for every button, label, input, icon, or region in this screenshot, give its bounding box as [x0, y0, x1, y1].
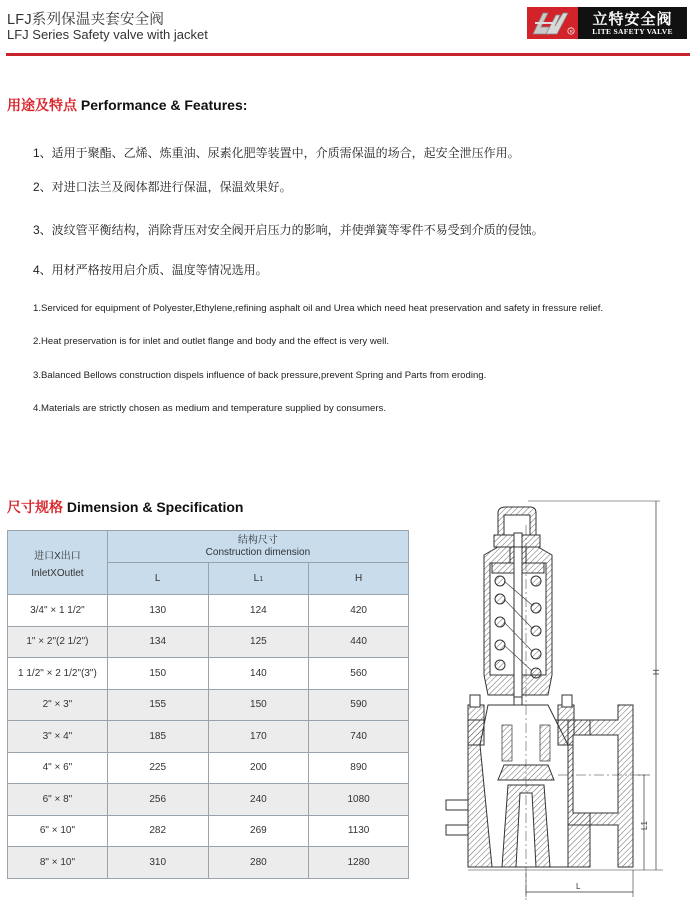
- col-header-inlet-en: InletXOutlet: [31, 567, 84, 579]
- cell-l1: 170: [208, 721, 309, 753]
- col-group-cn: 结构尺寸: [237, 534, 278, 546]
- table-row: [8, 752, 409, 784]
- dimension-heading: [7, 497, 243, 517]
- cell-l: 185: [107, 721, 208, 753]
- cell-size: 3" × 4": [8, 721, 108, 753]
- feature-cn-1: 1、适用于聚酯、乙烯、炼重油、尿素化肥等装置中，介质需保温的场合，起安全泄压作用。: [33, 146, 520, 160]
- dimension-heading-cn: 尺寸规格: [7, 499, 63, 515]
- logo-name-en: LITE SAFETY VALVE: [592, 26, 673, 36]
- cell-l1: 269: [208, 815, 309, 847]
- cell-size: 4" × 6": [8, 752, 108, 784]
- cell-h: 890: [309, 752, 409, 784]
- dimension-label-L: L: [576, 882, 581, 891]
- feature-cn-4: 4、用材严格按用启介质、温度等情况选用。: [33, 263, 268, 277]
- table-row: [8, 658, 409, 690]
- col-header-H: H: [309, 563, 409, 595]
- cell-h: 1130: [309, 815, 409, 847]
- cell-l: 150: [107, 658, 208, 690]
- cell-size: 1" × 2"(2 1/2"): [8, 626, 108, 658]
- lite-logo-mark-icon: [527, 7, 578, 39]
- cell-h: 420: [309, 595, 409, 627]
- feature-cn-3: 3、波纹管平衡结构，消除背压对安全阀开启压力的影响，并使弹簧等零件不易受到介质的侵蚀。: [33, 223, 544, 237]
- page-title-en: LFJ Series Safety valve with jacket: [7, 27, 208, 42]
- col-group-construction: [107, 531, 408, 563]
- cell-size: 6" × 10": [8, 815, 108, 847]
- feature-en-4: 4.Materials are strictly chosen as medium and temperature supplied by consumers.: [33, 403, 386, 414]
- feature-en-2: 2.Heat preservation is for inlet and outlet flange and body and the effect is very well.: [33, 336, 390, 347]
- table-row: [8, 721, 409, 753]
- feature-cn-2: 2、对进口法兰及阀体都进行保温，保温效果好。: [33, 180, 292, 194]
- feature-en-1: 1.Serviced for equipment of Polyester,Ethylene,refining asphalt oil and Urea which need heat preservation and safety in fressure relief.: [33, 303, 604, 314]
- table-row: [8, 784, 409, 816]
- cell-l: 134: [107, 626, 208, 658]
- svg-text:R: R: [569, 29, 573, 34]
- cell-size: 2" × 3": [8, 689, 108, 721]
- cell-l1: 280: [208, 847, 309, 879]
- cell-size: 8" × 10": [8, 847, 108, 879]
- cell-h: 560: [309, 658, 409, 690]
- table-row: [8, 847, 409, 879]
- cell-l1: 150: [208, 689, 309, 721]
- cell-h: 1080: [309, 784, 409, 816]
- cell-l: 225: [107, 752, 208, 784]
- performance-heading: [7, 95, 247, 115]
- valve-cross-section-drawing: [428, 495, 673, 900]
- spec-table: [7, 530, 409, 879]
- dimension-label-L1: L1: [640, 821, 649, 830]
- cell-l: 130: [107, 595, 208, 627]
- cell-h: 1280: [309, 847, 409, 879]
- col-header-inlet-outlet: [8, 531, 108, 595]
- cell-size: 3/4" × 1 1/2": [8, 595, 108, 627]
- cell-h: 590: [309, 689, 409, 721]
- table-row: [8, 689, 409, 721]
- brand-logo: [527, 7, 687, 39]
- feature-en-3: 3.Balanced Bellows construction dispels influence of back pressure,prevent Spring and Parts from eroding.: [33, 370, 487, 381]
- cell-size: 6" × 8": [8, 784, 108, 816]
- table-row: [8, 595, 409, 627]
- cell-l: 282: [107, 815, 208, 847]
- cell-h: 440: [309, 626, 409, 658]
- cell-h: 740: [309, 721, 409, 753]
- dimension-heading-en: Dimension & Specification: [66, 499, 244, 515]
- col-header-L: L: [107, 563, 208, 595]
- cell-l1: 240: [208, 784, 309, 816]
- logo-name-cn: 立特安全阀: [592, 9, 673, 28]
- performance-heading-en: Performance & Features:: [80, 97, 248, 113]
- table-row: [8, 626, 409, 658]
- dimension-label-H: H: [652, 669, 661, 675]
- table-row: [8, 815, 409, 847]
- cell-l1: 200: [208, 752, 309, 784]
- header-divider: [6, 53, 690, 56]
- cell-l1: 124: [208, 595, 309, 627]
- col-header-inlet-cn: 进口X出口: [34, 550, 81, 562]
- cell-l: 256: [107, 784, 208, 816]
- logo-wordmark: [578, 7, 687, 39]
- cell-l: 310: [107, 847, 208, 879]
- col-group-en: Construction dimension: [205, 546, 311, 558]
- col-header-L1: L1: [208, 563, 309, 595]
- performance-heading-cn: 用途及特点: [7, 97, 77, 113]
- cell-l1: 125: [208, 626, 309, 658]
- cell-l: 155: [107, 689, 208, 721]
- page-title-cn: LFJ系列保温夹套安全阀: [7, 12, 165, 28]
- cell-l1: 140: [208, 658, 309, 690]
- cell-size: 1 1/2" × 2 1/2"(3"): [8, 658, 108, 690]
